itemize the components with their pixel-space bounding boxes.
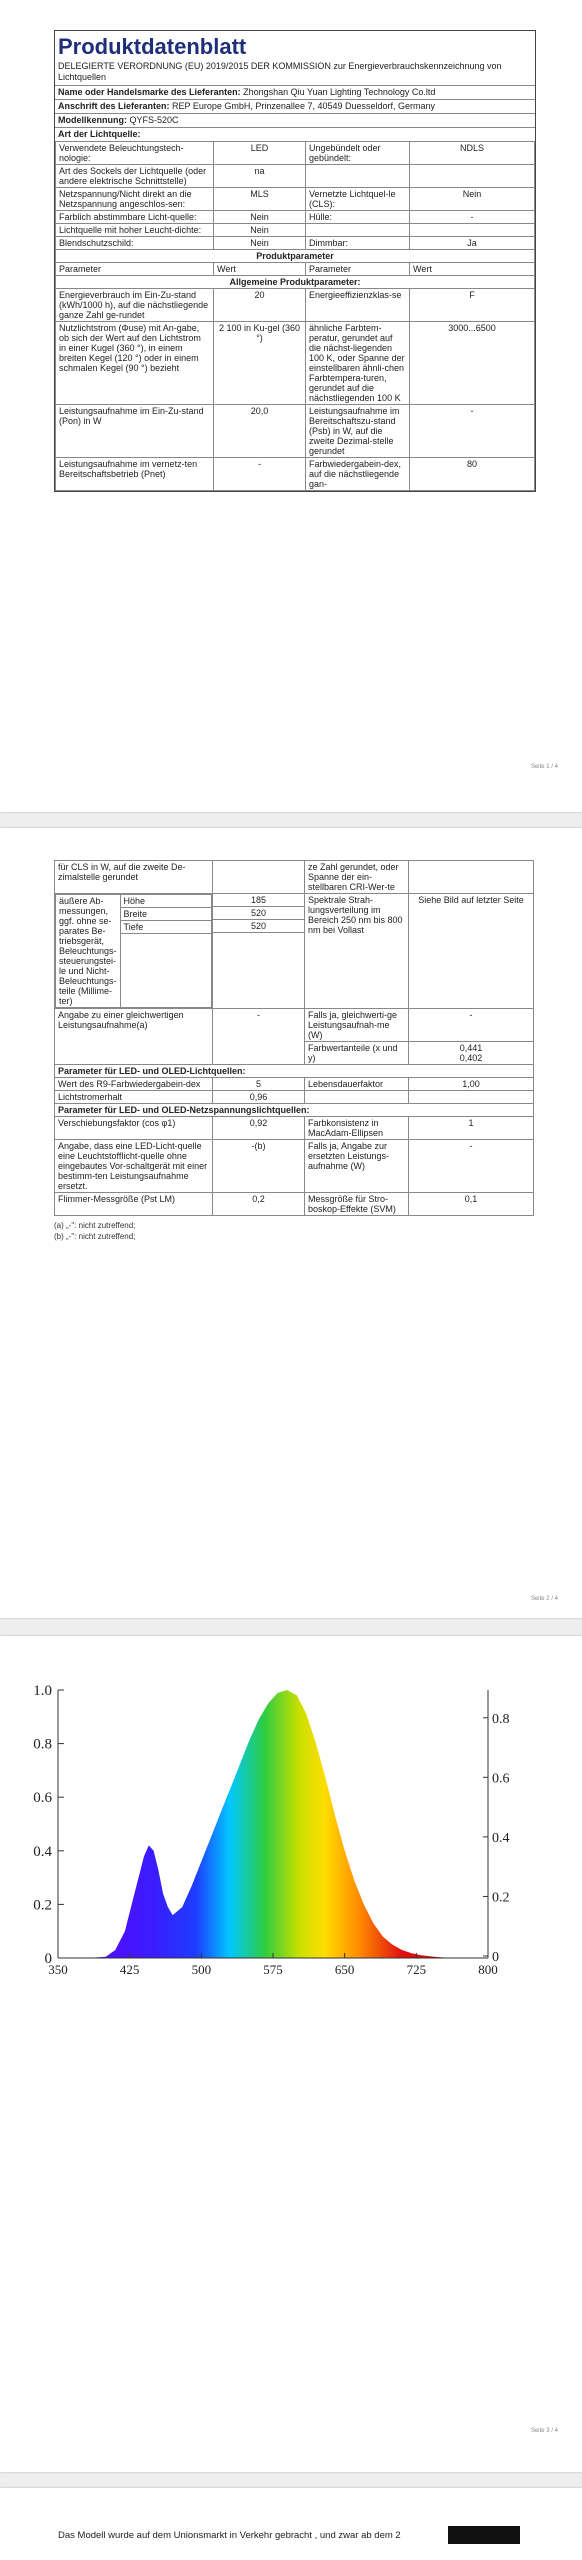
equivalent-power-label: Angabe zu einer gleichwertigen Leistungsaufnahme(a) — [55, 1009, 213, 1065]
supplier-name-row — [55, 85, 535, 99]
light-type-cell-a: Lichtquelle mit hoher Leucht-dichte: — [56, 224, 214, 237]
y2-tick-label: 0.8 — [492, 1711, 510, 1727]
x-tick-label: 575 — [263, 1962, 283, 1977]
light-type-cell-d: - — [410, 211, 535, 224]
regulation-subtitle: DELEGIERTE VERORDNUNG (EU) 2019/2015 DER KOMMISSION zur Energieverbrauchskennzeichnung von Lichtquellen — [58, 61, 502, 82]
page-2 — [0, 828, 582, 1618]
led-param-cell-a: Lichtstromerhalt — [55, 1091, 213, 1104]
light-type-cell-b: Nein — [214, 211, 306, 224]
light-type-cell-b: MLS — [214, 188, 306, 211]
y-tick-label: 0.6 — [33, 1790, 52, 1807]
general-param-cell-c: Leistungsaufnahme im Bereitschaftszu-stand (Psb) in W, auf die zweite Dezimal-stelle gerundet — [306, 405, 410, 458]
dimensions-label: äußere Ab-messungen, ggf. ohne se-parates Be-triebsgerät, Beleuchtungs-steuerungstei-le und Nicht-Beleuchtungs-teile (Millime-ter) — [56, 895, 121, 1008]
page-number-2: Seite 2 / 4 — [530, 1596, 558, 1602]
product-parameters-heading: Produktparameter — [56, 250, 535, 263]
x-tick-label: 425 — [119, 1962, 140, 1977]
model-value: QYFS-520C — [129, 115, 179, 125]
dimension-value-2: 520 — [213, 920, 304, 933]
light-type-cell-a: Art des Sockels der Lichtquelle (oder andere elektrische Schnittstelle) — [56, 165, 214, 188]
general-param-cell-b: 2 100 in Ku-gel (360 °) — [214, 322, 306, 405]
supplier-address-value: REP Europe GmbH, Prinzenallee 7, 40549 Duesseldorf, Germany — [172, 101, 436, 111]
mains-param-row — [55, 1140, 534, 1193]
mains-param-cell-b: -(b) — [213, 1140, 305, 1193]
light-source-type-heading: Art der Lichtquelle: — [55, 127, 535, 141]
datasheet-frame — [54, 30, 536, 492]
light-type-row — [56, 237, 535, 250]
chromaticity-values — [409, 1042, 534, 1065]
mains-param-cell-c: Messgröße für Stro-boskop-Effekte (SVM) — [305, 1193, 409, 1216]
model-label: Modellkennung: — [58, 115, 127, 125]
light-type-row — [56, 211, 535, 224]
light-type-cell-c: Dimmbar: — [306, 237, 410, 250]
page-4 — [0, 2488, 582, 2560]
led-param-cell-b: 0,96 — [213, 1091, 305, 1104]
light-source-type-table — [55, 141, 535, 491]
led-param-row — [55, 1091, 534, 1104]
light-type-row — [56, 224, 535, 237]
chromaticity-label: Farbwertanteile (x und y) — [305, 1042, 409, 1065]
light-type-cell-c — [306, 165, 410, 188]
led-section-heading: Parameter für LED- und OLED-Lichtquellen: — [55, 1065, 534, 1078]
light-type-cell-a: Farblich abstimmbare Licht-quelle: — [56, 211, 214, 224]
light-type-cell-c: Vernetzte Lichtquel-le (CLS): — [306, 188, 410, 211]
y-tick-label: 0.2 — [33, 1897, 52, 1914]
y2-tick-label: 0.6 — [492, 1771, 510, 1787]
market-date-text: Das Modell wurde auf dem Unionsmarkt in Verkehr gebracht , und zwar ab dem 2 — [58, 2530, 401, 2541]
general-param-cell-a: Leistungsaufnahme im Ein-Zu-stand (Pon) in W — [56, 405, 214, 458]
spectrum-area — [58, 1690, 488, 1958]
mains-param-cell-b: 0,2 — [213, 1193, 305, 1216]
datasheet-frame-2 — [54, 860, 534, 1242]
dimension-key-2: Tiefe — [121, 921, 211, 934]
page-title: Produktdatenblatt — [58, 34, 247, 59]
light-type-row — [56, 142, 535, 165]
mains-param-row — [55, 1193, 534, 1216]
value-header: Wert — [214, 263, 306, 276]
light-type-cell-c: Ungebündelt oder gebündelt: — [306, 142, 410, 165]
light-type-row — [56, 165, 535, 188]
general-param-row — [56, 322, 535, 405]
mains-param-cell-d: 0,1 — [409, 1193, 534, 1216]
general-parameters-heading: Allgemeine Produktparameter: — [56, 276, 535, 289]
chromaticity-y: 0,402 — [459, 1053, 483, 1063]
dimensions-values — [213, 894, 305, 1009]
y-tick-label: 0.4 — [33, 1843, 52, 1860]
spectral-label: Spektrale Strah-lungsverteilung im Bereich 250 nm bis 800 nm bei Vollast — [305, 894, 409, 1009]
general-param-cell-c: Farbwiedergabein-dex, auf die nächstliegende gan- — [306, 458, 410, 491]
parameters-table-continued — [54, 860, 534, 1216]
general-param-cell-c: ähnliche Farbtem-peratur, gerundet auf die nächst-liegenden 100 K, oder Spanne der einstellbaren ähnli-chen Farbtempera-turen, gerundet auf die nächstliegenden 100 K — [306, 322, 410, 405]
page-number: Seite 1 / 4 — [530, 764, 558, 770]
led-param-row — [55, 1078, 534, 1091]
x-tick-label: 350 — [48, 1962, 68, 1977]
parameter-header-2: Parameter — [306, 263, 410, 276]
light-type-cell-d — [410, 165, 535, 188]
mains-param-cell-a: Verschiebungsfaktor (cos φ1) — [55, 1117, 213, 1140]
y2-tick-label: 0.4 — [492, 1830, 510, 1846]
page-3 — [0, 1636, 582, 2472]
page-1 — [0, 0, 582, 812]
equivalent-power-w-label: Falls ja, gleichwerti-ge Leistungsaufnah-me (W) — [305, 1009, 409, 1042]
page-number-3: Seite 3 / 4 — [530, 2428, 558, 2434]
mains-param-row — [55, 1117, 534, 1140]
mains-section-heading: Parameter für LED- und OLED-Netzspannungslichtquellen: — [55, 1104, 534, 1117]
chromaticity-x: 0,441 — [459, 1043, 483, 1053]
led-param-cell-d — [409, 1091, 534, 1104]
light-type-cell-b: LED — [214, 142, 306, 165]
spectral-value: Siehe Bild auf letzter Seite — [409, 894, 534, 1009]
general-param-cell-d: 80 — [410, 458, 535, 491]
x-tick-label: 800 — [478, 1962, 498, 1977]
light-type-cell-a: Blendschutzschild: — [56, 237, 214, 250]
mains-param-cell-d: 1 — [409, 1117, 534, 1140]
general-param-cell-d: - — [410, 405, 535, 458]
led-param-cell-b: 5 — [213, 1078, 305, 1091]
mains-param-cell-c: Falls ja, Angabe zur ersetzten Leistungs-aufnahme (W) — [305, 1140, 409, 1193]
general-param-cell-b: 20,0 — [214, 405, 306, 458]
equivalent-power-w-value: - — [409, 1009, 534, 1042]
dimension-value-1: 520 — [213, 907, 304, 920]
supplier-address-row — [55, 99, 535, 113]
light-type-cell-c: Hülle: — [306, 211, 410, 224]
light-type-cell-b: Nein — [214, 224, 306, 237]
light-type-cell-d: Nein — [410, 188, 535, 211]
light-type-cell-d: Ja — [410, 237, 535, 250]
light-type-row — [56, 188, 535, 211]
led-param-cell-a: Wert des R9-Farbwiedergabein-dex — [55, 1078, 213, 1091]
light-type-cell-a: Netzspannung/Nicht direkt an die Netzspannung angeschlos-sen: — [56, 188, 214, 211]
x-tick-label: 725 — [406, 1962, 427, 1977]
cls-standby-cont: für CLS in W, auf die zweite De-zimalstelle gerundet — [55, 861, 213, 894]
footnote-b: (b) „-": nicht zutreffend; — [54, 1232, 136, 1241]
general-param-cell-d: F — [410, 289, 535, 322]
general-param-cell-a: Nutzlichtstrom (Φuse) mit An-gabe, ob sich der Wert auf den Lichtstrom in einer Kugel (360 °), in einem breiten Kegel (120 °) oder in einem schmalen Kegel (90 °) bezieht — [56, 322, 214, 405]
x-tick-label: 500 — [191, 1962, 212, 1977]
dimension-key-1: Breite — [121, 908, 211, 921]
dimension-key-0: Höhe — [121, 895, 211, 908]
mains-param-cell-a: Flimmer-Messgröße (Pst LM) — [55, 1193, 213, 1216]
x-tick-label: 650 — [334, 1962, 355, 1977]
dimensions-cell — [55, 894, 213, 1009]
general-param-row — [56, 289, 535, 322]
y-tick-label: 0 — [44, 1951, 52, 1967]
supplier-address-label: Anschrift des Lieferanten: — [58, 101, 170, 111]
spectral-distribution-chart — [0, 1656, 582, 2036]
parameter-header: Parameter — [56, 263, 214, 276]
y-tick-label: 0.8 — [33, 1736, 52, 1753]
mains-param-cell-a: Angabe, dass eine LED-Licht-quelle eine Leuchtstofflicht-quelle ohne eingebautes Vor-schaltgerät mit einer bestimm-ten Leistungsaufnahme ersetzt. — [55, 1140, 213, 1193]
y2-tick-label: 0.2 — [492, 1890, 510, 1906]
y2-tick-label: 0 — [492, 1950, 499, 1965]
general-param-cell-a: Leistungsaufnahme im vernetz-ten Bereitschaftsbetrieb (Pnet) — [56, 458, 214, 491]
light-type-cell-b: Nein — [214, 237, 306, 250]
redacted-block — [448, 2526, 520, 2544]
supplier-name-value: Zhongshan Qiu Yuan Lighting Technology Co.ltd — [243, 87, 436, 97]
footnote-a: (a) „-": nicht zutreffend; — [54, 1221, 136, 1230]
model-row — [55, 113, 535, 127]
led-param-cell-c: Lebensdauerfaktor — [305, 1078, 409, 1091]
value-header-2: Wert — [410, 263, 535, 276]
general-param-cell-b: - — [214, 458, 306, 491]
general-param-row — [56, 458, 535, 491]
light-type-cell-b: na — [214, 165, 306, 188]
led-param-cell-d: 1,00 — [409, 1078, 534, 1091]
light-type-cell-d — [410, 224, 535, 237]
led-param-cell-c — [305, 1091, 409, 1104]
dimension-value-0: 185 — [213, 894, 304, 907]
general-param-cell-b: 20 — [214, 289, 306, 322]
general-param-row — [56, 405, 535, 458]
general-param-cell-a: Energieverbrauch im Ein-Zu-stand (kWh/1000 h), auf die nächstliegende ganze Zahl ge-rundet — [56, 289, 214, 322]
equivalent-power-value: - — [213, 1009, 305, 1065]
general-param-cell-c: Energieeffizienzklas-se — [306, 289, 410, 322]
mains-param-cell-b: 0,92 — [213, 1117, 305, 1140]
light-type-cell-d: NDLS — [410, 142, 535, 165]
mains-param-cell-d: - — [409, 1140, 534, 1193]
light-type-cell-a: Verwendete Beleuchtungstech-nologie: — [56, 142, 214, 165]
light-type-cell-c — [306, 224, 410, 237]
cri-cont: ze Zahl gerundet, oder Spanne der ein-stellbaren CRI-Wer-te — [305, 861, 409, 894]
y-tick-label: 1.0 — [33, 1683, 52, 1699]
supplier-name-label: Name oder Handelsmarke des Lieferanten: — [58, 87, 241, 97]
general-param-cell-d: 3000...6500 — [410, 322, 535, 405]
mains-param-cell-c: Farbkonsistenz in MacAdam-Ellipsen — [305, 1117, 409, 1140]
